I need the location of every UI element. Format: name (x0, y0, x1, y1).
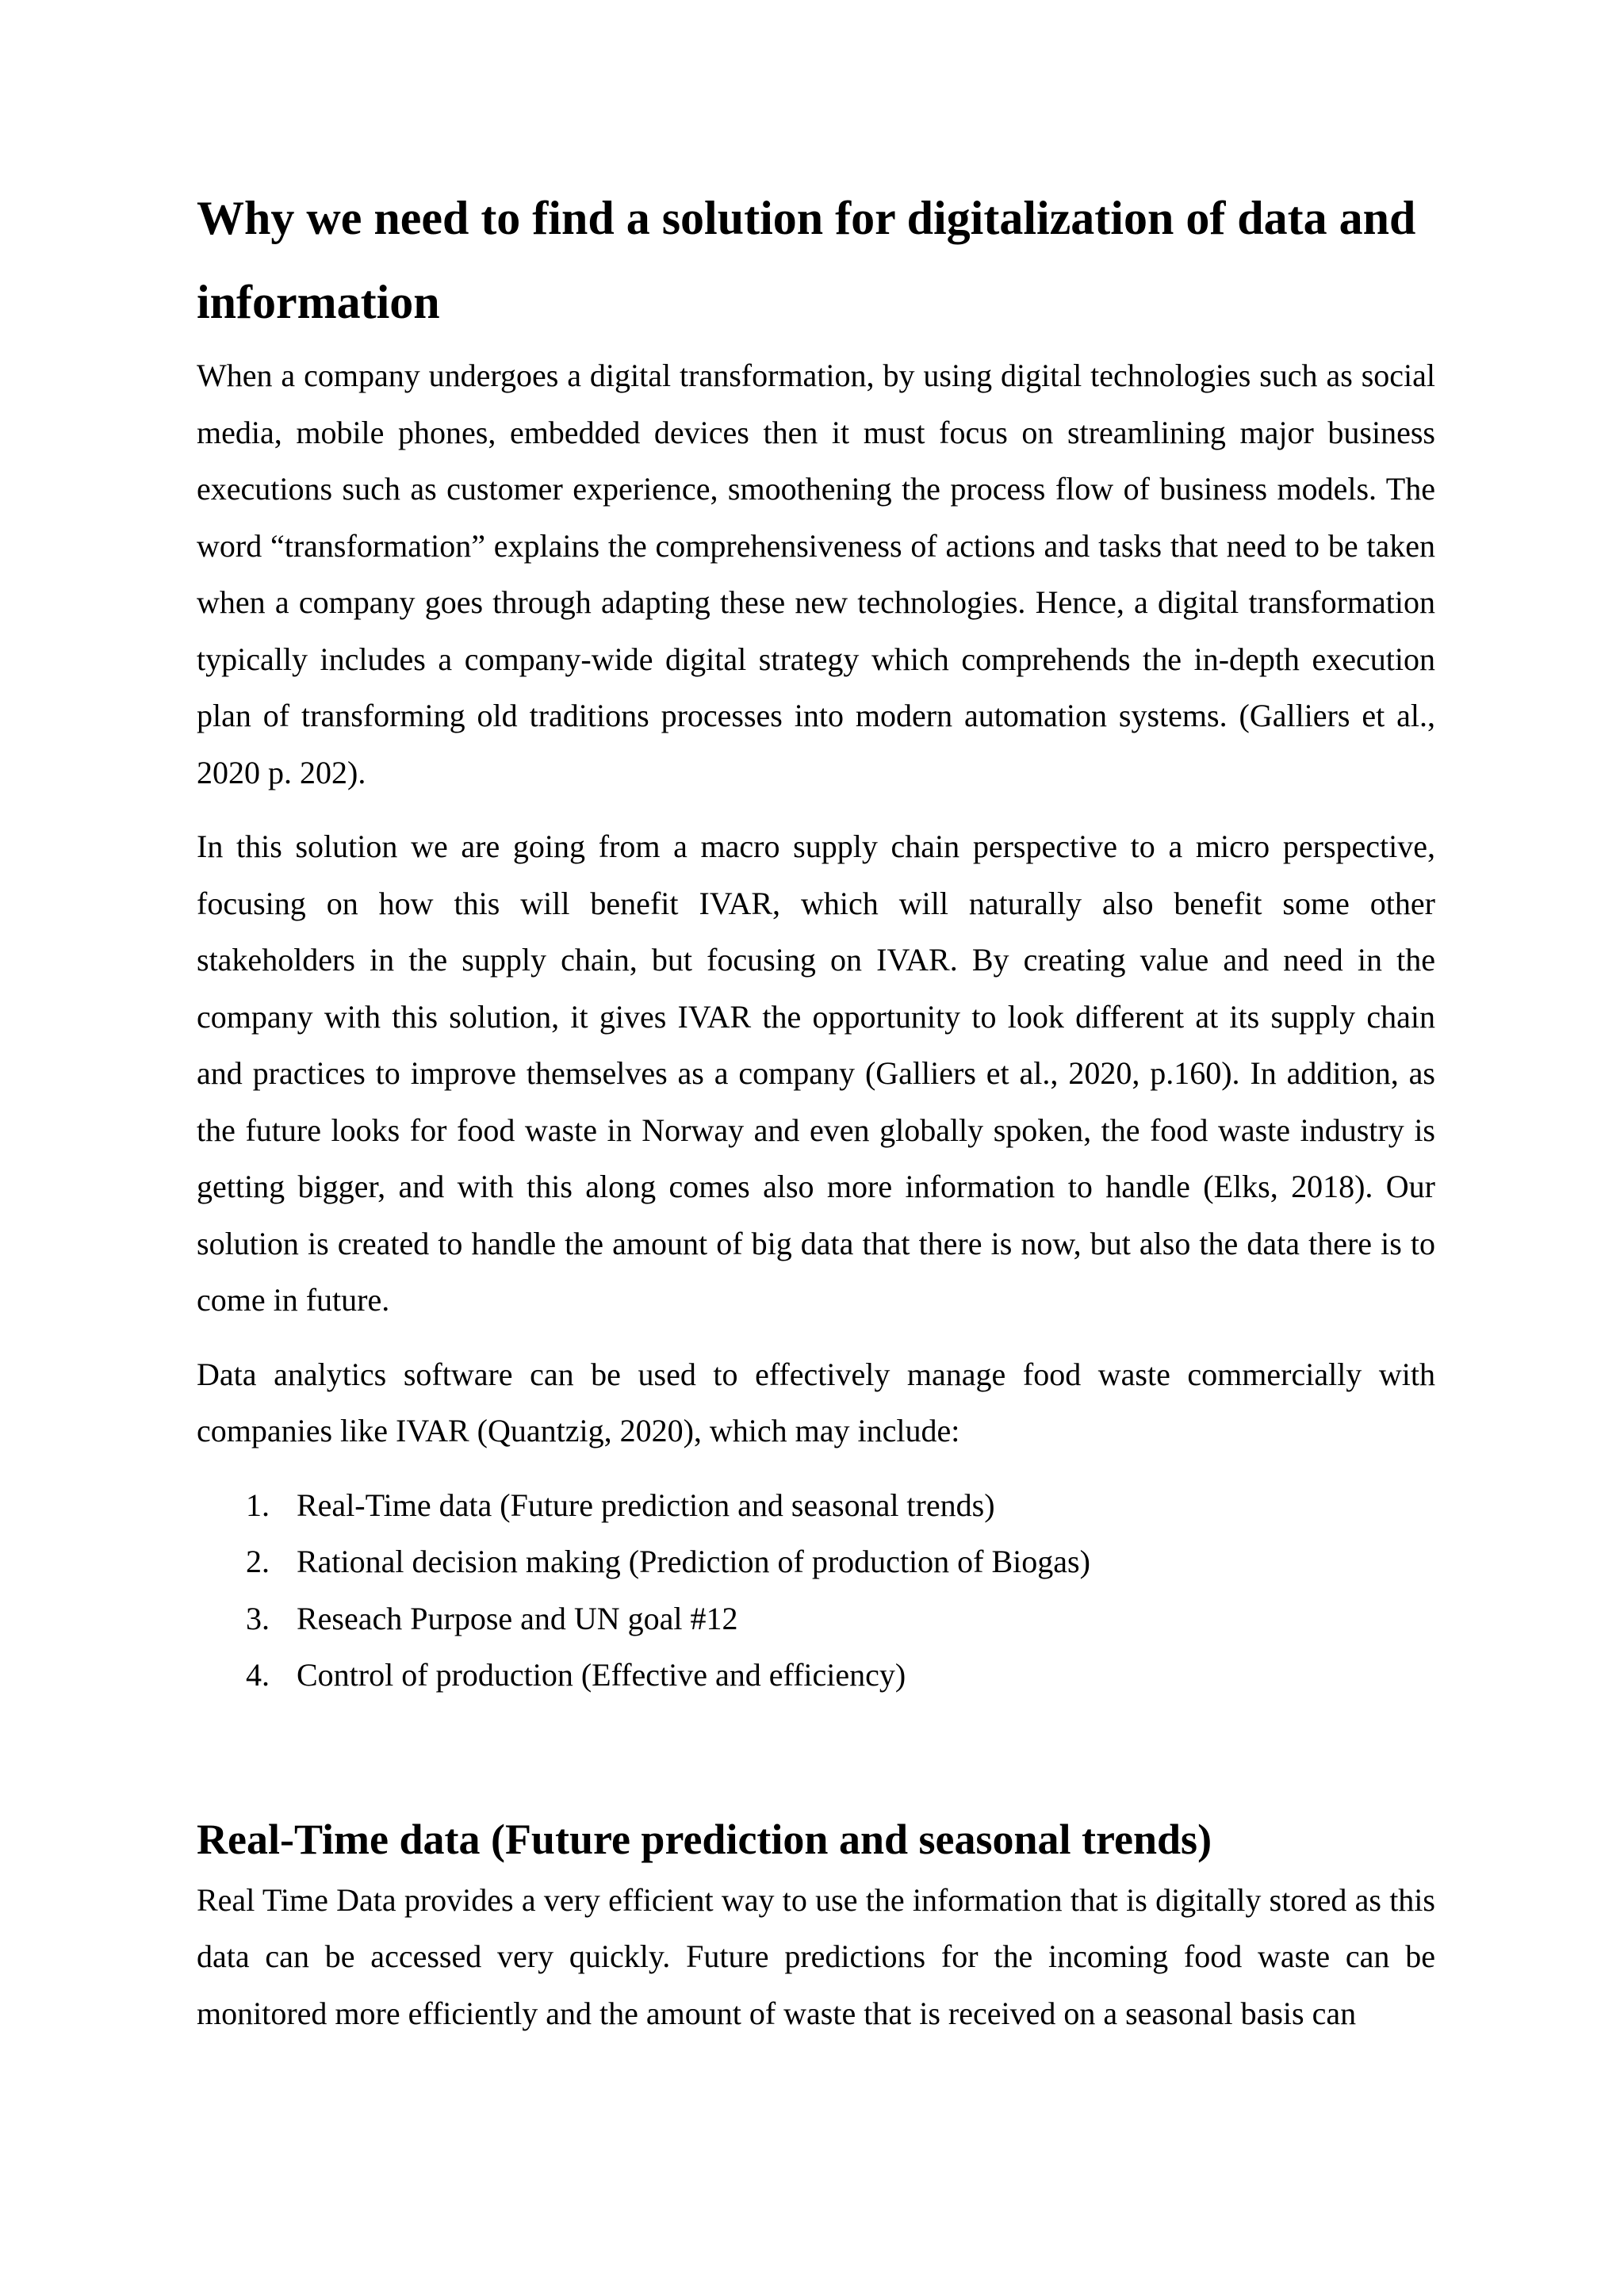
section-heading-real-time-data: Real-Time data (Future prediction and seasonal trends) (197, 1815, 1212, 1863)
list-item (197, 1533, 1435, 1590)
list-item-number: 4. (246, 1657, 270, 1693)
list-item-number: 1. (246, 1487, 270, 1523)
document-page (197, 176, 1435, 2042)
section-real-time-data (197, 1807, 1435, 2042)
list-item (197, 1477, 1435, 1534)
list-item-number: 3. (246, 1600, 270, 1636)
section-heading-digitalization: Why we need to find a solution for digitalization of data and information (197, 192, 1416, 328)
paragraph-supply-chain-perspective: In this solution we are going from a macro supply chain perspective to a micro perspective, focusing on how this will benefit IVAR, which will naturally also benefit some other stakeholders in the supply chain, but focusing on IVAR. By creating value and need in the company with this solution, it gives IVAR the opportunity to look different at its supply chain and practices to improve themselves as a company (Galliers et al., 2020, p.160). In addition, as the future looks for food waste in Norway and even globally spoken, the food waste industry is getting bigger, and with this along comes also more information to handle (Elks, 2018). Our solution is created to handle the amount of big data that there is now, but also the data there is to come in future. (197, 828, 1435, 1318)
list-item (197, 1647, 1435, 1704)
paragraph-data-analytics: Data analytics software can be used to effectively manage food waste commercially with companies like IVAR (Quantzig, 2020), which may include: (197, 1356, 1435, 1448)
list-item-number: 2. (246, 1544, 270, 1579)
paragraph-digital-transformation: When a company undergoes a digital transformation, by using digital technologies such as social media, mobile phones, embedded devices then it must focus on streamlining major business executions such as customer experience, smoothening the process flow of business models. The word “transformation” explains the comprehensiveness of actions and tasks that need to be taken when a company goes through adapting these new technologies. Hence, a digital transformation typically includes a company-wide digital strategy which comprehends the in-depth execution plan of transforming old traditions processes into modern automation systems. (Galliers et al., 2020 p. 202). (197, 358, 1435, 790)
list-item-text: Reseach Purpose and UN goal #12 (297, 1600, 738, 1636)
benefits-list (197, 1477, 1435, 1704)
list-item-text: Rational decision making (Prediction of production of Biogas) (297, 1544, 1090, 1579)
paragraph-real-time-data: Real Time Data provides a very efficient way to use the information that is digitally stored as this data can be accessed very quickly. Future predictions for the incoming food waste can be monitored more efficiently and the amount of waste that is received on a seasonal basis can (197, 1881, 1435, 2031)
list-item-text: Control of production (Effective and efficiency) (297, 1657, 906, 1693)
list-item (197, 1590, 1435, 1647)
list-item-text: Real-Time data (Future prediction and seasonal trends) (297, 1487, 995, 1523)
